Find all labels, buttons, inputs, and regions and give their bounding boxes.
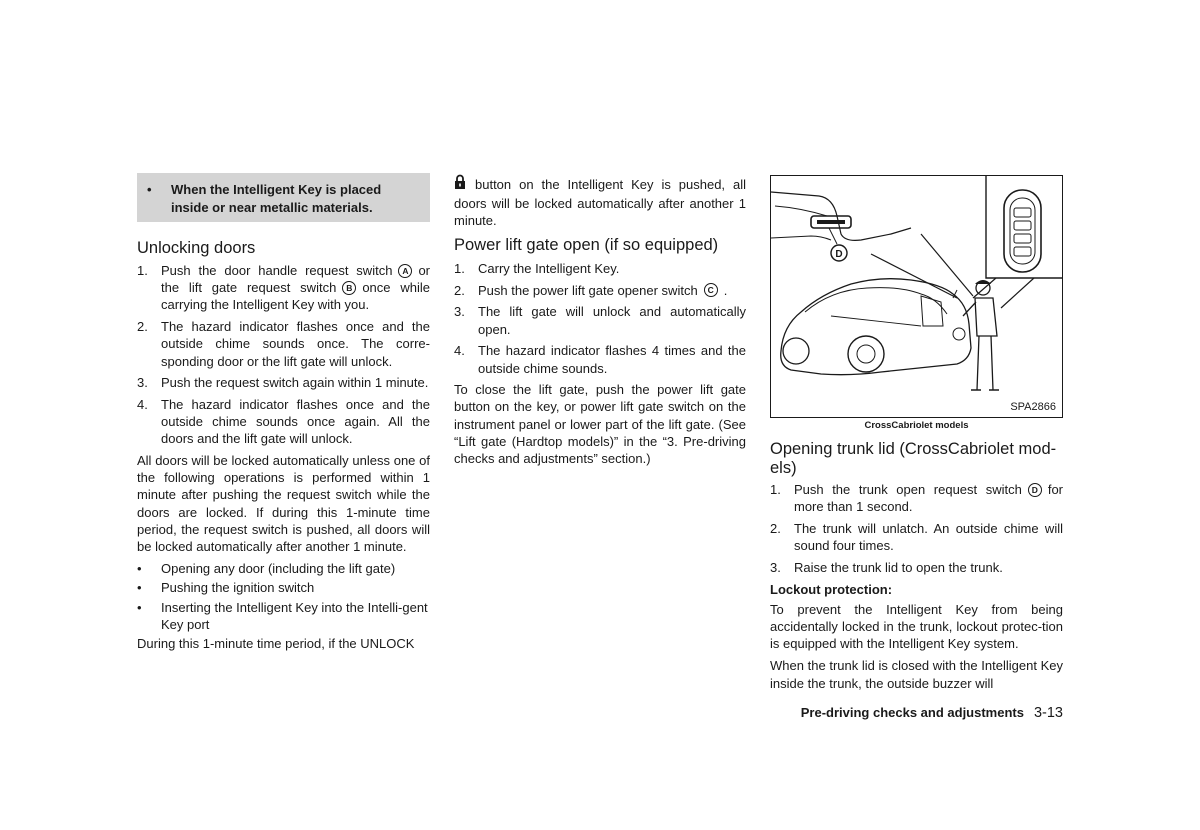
callout-d: D bbox=[835, 249, 843, 260]
column-2-body bbox=[454, 176, 746, 235]
trunk-closed-paragraph: When the trunk lid is closed with the Intelligent Key inside the trunk, the outside buzzer will bbox=[770, 658, 1063, 691]
heading-unlocking-doors: Unlocking doors bbox=[137, 239, 256, 257]
continued-paragraph: button on the Intelligent Key is pushed, all doors will be locked automatically after another 1 minute. bbox=[454, 176, 746, 230]
close-lift-gate-paragraph: To close the lift gate, push the power lift gate button on the key, or power lift gate switch on the instrument panel or lower part of the lift gate. (See “Lift gate (Hardtop models)” in the “3. Pre-driving checks and adjustments” section.) bbox=[454, 382, 746, 467]
note-text: When the Intelligent Key is placed inside or near metallic materials. bbox=[171, 182, 382, 215]
column-1-body bbox=[137, 262, 430, 657]
list-item: 1. Push the trunk open request switch D for more than 1 second. bbox=[770, 482, 1063, 515]
figure-caption: CrossCabriolet models bbox=[864, 420, 969, 431]
continued-text: During this 1-minute time period, if the UNLOCK bbox=[137, 636, 415, 652]
list-item: 1. Carry the Intelligent Key. bbox=[454, 261, 620, 276]
section-title: Pre-driving checks and adjustments bbox=[800, 705, 1024, 720]
car-trunk-diagram bbox=[771, 176, 1062, 417]
list-item: 4. The hazard indicator flashes once and the outside chime sounds once again. All the doors and the lift gate will unlock. bbox=[137, 396, 430, 447]
lockout-paragraph: To prevent the Intelligent Key from being accidentally locked in the trunk, lockout protec-tion is equipped with the Intelligent Key system. bbox=[770, 601, 1063, 652]
switch-c-badge: C bbox=[704, 283, 718, 297]
page-footer bbox=[770, 705, 1063, 721]
list-item: 2. Push the power lift gate opener switch C . bbox=[454, 282, 728, 298]
list-item: 3. The lift gate will unlock and automatically open. bbox=[454, 304, 746, 337]
list-item: • Pushing the ignition switch bbox=[137, 580, 315, 596]
list-item: 3. Push the request switch again within 1 minute. bbox=[137, 375, 429, 391]
list-item: 3. Raise the trunk lid to open the trunk. bbox=[770, 559, 1003, 575]
subheading-lockout-protection: Lockout protection: bbox=[770, 581, 893, 597]
column-2-list bbox=[454, 260, 746, 472]
column-3-body bbox=[770, 481, 1063, 697]
switch-a-badge: A bbox=[398, 264, 412, 278]
heading-power-lift-gate: Power lift gate open (if so equipped) bbox=[454, 236, 719, 254]
switch-d-badge: D bbox=[1028, 483, 1042, 497]
list-item: 1. Push the door handle request switch A or the lift gate request switch B once while carrying the Intelligent Key with you. bbox=[137, 263, 430, 313]
lock-icon bbox=[454, 174, 466, 193]
note-bullet: • bbox=[147, 182, 152, 197]
figure-id: SPA2866 bbox=[1010, 401, 1056, 413]
trunk-illustration bbox=[770, 175, 1063, 418]
page-number: 3-13 bbox=[1033, 705, 1063, 721]
warning-note-box bbox=[137, 173, 430, 222]
list-item: • Inserting the Intelligent Key into the Intelli-gent Key port bbox=[137, 599, 428, 632]
switch-b-badge: B bbox=[342, 281, 356, 295]
list-item: 4. The hazard indicator flashes 4 times and the outside chime sounds. bbox=[454, 343, 746, 376]
list-item: 2. The trunk will unlatch. An outside chime will sound four times. bbox=[770, 520, 1063, 554]
heading-opening-trunk-lid: Opening trunk lid (CrossCabriolet mod-els) bbox=[770, 440, 1057, 477]
list-item: 2. The hazard indicator flashes once and the outside chime sounds once. The corre-sponding door or the lift gate will unlock. bbox=[137, 319, 430, 369]
auto-lock-paragraph: All doors will be locked automatically unless one of the following operations is performed within 1 minute after pushing the request switch while the doors are locked. If during this 1-minute time period, the request switch is pushed, all doors will be locked automatically after another 1 minute. bbox=[137, 453, 430, 555]
list-item: • Opening any door (including the lift gate) bbox=[137, 561, 396, 577]
